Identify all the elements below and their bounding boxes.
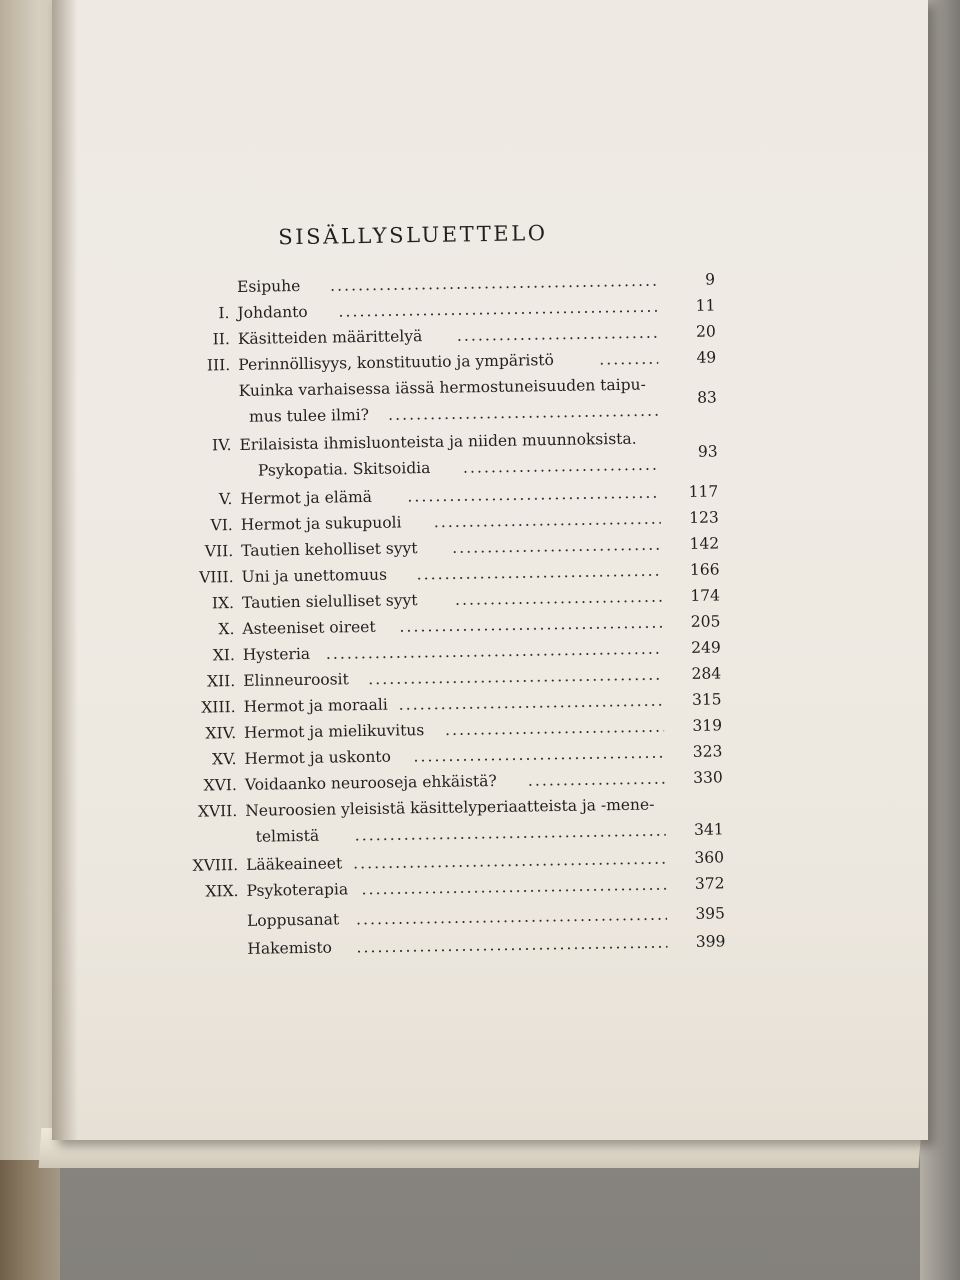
- chapter-title: Hermot ja mielikuvitus: [243, 721, 425, 742]
- leader-dots: [416, 573, 662, 580]
- leader-dots: [406, 495, 660, 502]
- chapter-number: XIV.: [205, 724, 237, 743]
- page-number: 117: [688, 482, 719, 501]
- chapter-number: [147, 274, 229, 275]
- page-number: 330: [693, 768, 723, 787]
- chapter-number: [157, 936, 239, 937]
- leader-dots: [444, 729, 664, 735]
- page-number: 249: [691, 638, 721, 657]
- leader-dots: [412, 755, 664, 762]
- page-number: 315: [691, 690, 722, 709]
- chapter-number: [157, 908, 239, 909]
- chapter-number: XII.: [206, 672, 236, 691]
- chapter-number: XV.: [211, 750, 237, 769]
- toc-entry: [149, 424, 718, 485]
- toc-entry: [148, 370, 717, 431]
- chapter-number: [148, 378, 230, 379]
- chapter-title: Asteeniset oireet: [242, 617, 376, 638]
- leader-dots: [527, 781, 665, 786]
- page-number: 323: [692, 742, 723, 761]
- leader-dots: [387, 413, 659, 420]
- page-number: 341: [693, 820, 724, 839]
- chapter-title: Tautien keholliset syyt: [241, 539, 418, 560]
- chapter-number: II.: [212, 330, 231, 349]
- page-number: 319: [692, 716, 723, 735]
- chapter-number: I.: [218, 304, 230, 323]
- leader-dots: [354, 833, 666, 841]
- page-number: 372: [694, 874, 725, 893]
- page-number: 395: [695, 904, 726, 923]
- leader-dots: [352, 861, 666, 869]
- chapter-title: Hermot ja uskonto: [244, 747, 392, 768]
- chapter-number: X.: [218, 620, 235, 639]
- leader-dots: [361, 887, 667, 895]
- table-of-contents: [43, 0, 937, 1147]
- chapter-number: VII.: [204, 542, 234, 561]
- leader-dots: [433, 521, 661, 528]
- leader-dots: [355, 917, 667, 925]
- chapter-title: Uni ja unettomuus: [241, 565, 388, 586]
- leader-dots: [329, 283, 657, 291]
- toc-entry: [155, 790, 724, 851]
- chapter-title: Tautien sielulliset syyt: [241, 591, 418, 612]
- chapter-number: VIII.: [198, 568, 234, 587]
- chapter-number: XVII.: [197, 802, 238, 821]
- chapter-number: XIX.: [205, 882, 239, 901]
- page-number: 360: [694, 848, 725, 867]
- chapter-number: XIII.: [201, 698, 236, 717]
- leader-dots: [598, 361, 658, 365]
- chapter-title: Hermot ja elämä: [240, 487, 373, 508]
- page-number: 166: [689, 560, 720, 579]
- chapter-number: XVIII.: [192, 856, 239, 875]
- leader-dots: [325, 651, 663, 659]
- chapter-title: Hysteria: [242, 644, 311, 664]
- page-number: 205: [690, 612, 721, 631]
- book-page: [52, 0, 928, 1140]
- page-number: 123: [688, 508, 719, 527]
- chapter-title-continuation: telmistä: [255, 826, 320, 846]
- chapter-title: Hakemisto: [247, 938, 333, 958]
- chapter-number: XVI.: [203, 776, 238, 795]
- chapter-number: XI.: [212, 646, 235, 665]
- page-number: 83: [696, 388, 717, 407]
- chapter-title: Psykoterapia: [246, 880, 349, 900]
- leader-dots: [367, 677, 663, 685]
- leader-dots: [355, 945, 667, 953]
- chapter-title: Erilaisista ihmisluonteista ja niiden muunnoksista.: [239, 429, 637, 454]
- chapter-number: VI.: [210, 516, 233, 535]
- chapter-title: Perinnöllisyys, konstituutio ja ympäristö: [238, 350, 555, 374]
- page-number: 93: [697, 442, 718, 461]
- chapter-number: IV.: [211, 436, 232, 455]
- chapter-title: Neuroosien yleisistä käsittelyperiaatteista ja -mene-: [245, 795, 655, 820]
- leader-dots: [398, 625, 662, 632]
- toc-heading: SISÄLLYSLUETTELO: [278, 221, 548, 250]
- leader-dots: [398, 703, 664, 710]
- page-number: 142: [689, 534, 720, 553]
- page-number: 20: [695, 322, 716, 341]
- chapter-title: Johdanto: [237, 302, 308, 322]
- page-number: 284: [691, 664, 722, 683]
- leader-dots: [337, 309, 657, 317]
- chapter-title: Hermot ja moraali: [243, 695, 388, 716]
- chapter-title-continuation: mus tulee ilmi?: [248, 405, 370, 426]
- leader-dots: [451, 547, 661, 553]
- page-number: 49: [696, 348, 717, 367]
- chapter-number: IX.: [211, 594, 235, 613]
- chapter-title: Elinneuroosit: [243, 670, 349, 690]
- chapter-title: Voidaanko neurooseja ehkäistä?: [244, 771, 497, 794]
- chapter-title: Hermot ja sukupuoli: [240, 513, 402, 534]
- leader-dots: [462, 467, 660, 473]
- chapter-title: Loppusanat: [246, 910, 340, 930]
- chapter-number: III.: [206, 356, 231, 375]
- leader-dots: [456, 335, 658, 341]
- chapter-title: Esipuhe: [236, 276, 301, 296]
- chapter-title-continuation: Psykopatia. Skitsoidia: [257, 458, 431, 480]
- chapter-title: Kuinka varhaisessa iässä hermostuneisuuden taipu-: [238, 375, 646, 400]
- page-number: 174: [690, 586, 721, 605]
- leader-dots: [454, 599, 662, 605]
- page-number: 399: [695, 932, 726, 951]
- chapter-title: Käsitteiden määrittelyä: [237, 327, 423, 348]
- chapter-title: Lääkeaineet: [245, 854, 343, 874]
- page-number: 11: [695, 296, 716, 315]
- chapter-number: V.: [218, 490, 233, 509]
- page-number: 9: [704, 270, 716, 289]
